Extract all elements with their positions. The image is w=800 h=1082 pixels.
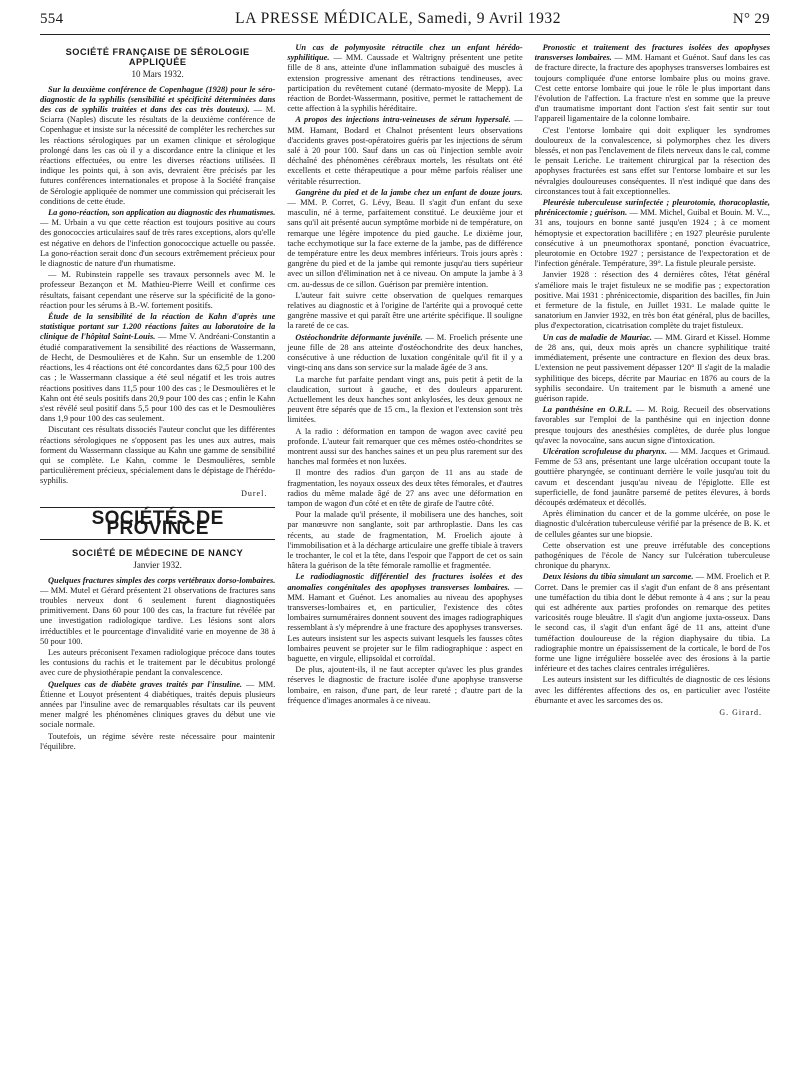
page-header bbox=[40, 10, 770, 35]
paragraph: La marche fut parfaite pendant vingt ans, puis petit à petit de la claudication, surtout à gauche, et des douleurs apparurent. Actuellement les deux hanches sont ankylosées, les deux genoux ne peuvent être séparés que de 15 cm., la flexion et l'extension sont très limitées. bbox=[287, 374, 523, 425]
paragraph: Un cas de polymyosite rétractile chez un enfant hérédo-syphilitique. — MM. Caussade et Waltrigny présentent une petite fille de 8 ans, atteinte d'une inflammation subaiguë des muscles à extension progressive amenant des rétractions tendineuses, avec participation du revêtement cutané (dermato-myosite de Mepp). La réaction de Bordet-Wassermann, positive, permet le rattachement de cette affection à la syphilis héréditaire. bbox=[287, 43, 523, 114]
paragraph: Pronostic et traitement des fractures isolées des apophyses transverses lombaires. — MM. Hamant et Guénot. Sauf dans les cas de fracture directe, la fracture des apophyses transverses lombaires est toujours compliquée d'une entorse lombaire plus ou moins grave. C'est cette entorse lombaire qui joue le rôle le plus important dans l'évolution de l'affection. La fracture n'est en somme que la preuve d'un traumatisme important dont l'action s'est fait sentir sur tout l'appareil ligamentaire de la colonne lombaire. bbox=[534, 43, 770, 124]
paragraph: La panthésine en O.R.L. — M. Roig. Recueil des observations favorables sur l'emploi de la panthésine qui en injection donne presque toujours des anesthésies complètes, de durée plus longue qu'avec la novocaïne, sans aucun signe d'intoxication. bbox=[534, 405, 770, 445]
paragraph: Pleurésie tuberculeuse surinfectée ; pleurotomie, thoracoplastie, phrénicectomie ; guérison. — MM. Michel, Guibal et Bouin. M. V..., 31 ans, toujours en bonne santé jusqu'en 1924 ; à ce moment hémoptysie et expectoration bacillifère ; en 1927 pleurésie purulente consécutive à un pneumothorax spontané, ponction évacuatrice, pleurotomie en Octobre 1927 ; persistance de l'expectoration et de l'infection générale. Température, 39°. La fistule pleurale persiste. bbox=[534, 198, 770, 269]
column-1 bbox=[40, 43, 275, 1073]
paragraph: A propos des injections intra-veineuses de sérum hypersalé. — MM. Hamant, Bodard et Chalnot présentent leurs observations d'accidents graves post-opératoires guéris par les injections de sérum salé à 20 pour 100. Sauf dans un cas où l'injection semble avoir déchaîné des phénomènes cérébraux mortels, les résultats ont été excellents et cette thérapeutique a pour même parfois réaliser une véritable résurrection. bbox=[287, 115, 523, 186]
signature-durel: Durel. bbox=[241, 488, 268, 498]
paragraph: Cette observation est une preuve irréfutable des conceptions pathogéniques de l'école de Nancy sur l'ulcération tuberculeuse chronique du pharynx. bbox=[534, 540, 770, 571]
paragraph: Quelques fractures simples des corps vertébraux dorso-lombaires. — MM. Mutel et Gérard présentent 21 observations de fractures sans troubles nerveux dont 6 seulement furent diagnostiquées primitivement. Dans 60 pour 100 des cas, la fracture fut révélée par une investigation radiologique tardive. Les lésions sont alors irréductibles et le pourcentage d'invalidité varie en moyenne de 38 à 50 pour 100. bbox=[40, 575, 276, 646]
paragraph: Ulcération scrofuleuse du pharynx. — MM. Jacques et Grimaud. Femme de 53 ans, présentant une large ulcération occupant toute la gouttière pharyngée, se continuant derrière le voile jusqu'au toit du cavum et descendant jusqu'au niveau de l'épiglotte. Elle est superficielle, de fond jaunâtre parsemé de petites élevures, à bords découpés œdémateux et décollés. bbox=[534, 446, 770, 507]
paragraph: — M. Rubinstein rappelle ses travaux personnels avec M. le professeur Bezançon et M. Mathieu-Pierre Weill et confirme ces résultats, faisant cependant une réserve sur la spécificité de la gono-réaction pour les sérums à B.-W. fortement positifs. bbox=[40, 270, 276, 310]
section-heading-province: SOCIÉTÉS DE PROVINCE bbox=[40, 507, 275, 540]
paragraph: La gono-réaction, son application au diagnostic des rhumatismes. — M. Urbain a vu que cette réaction est toujours positive au cours des gonococcies articulaires sauf de très rares exceptions, alors qu'elle est négative en dehors de l'infection gonococcique actuelle ou passée. La gono-réaction serait donc d'un secours extrêmement précieux pour le diagnostic de nature d'un rhumatisme. bbox=[40, 208, 276, 269]
column-2 bbox=[287, 43, 522, 1073]
paragraph: Un cas de maladie de Mauriac. — MM. Girard et Kissel. Homme de 28 ans, qui, deux mois après un chancre syphilitique traité immédiatement, présente une contracture en flexion des deux bras. L'extension ne peut passivement dépasser 120° Il s'agit de la maladie syphilitique des biceps, décrite par Mauriac en 1876 au cours de la syphilis secondaire. Un traitement par le bismuth a amené une guérison rapide. bbox=[534, 332, 770, 403]
journal-title: LA PRESSE MÉDICALE, Samedi, 9 Avril 1932 bbox=[235, 10, 562, 27]
paragraph: Après élimination du cancer et de la gomme ulcérée, on pose le diagnostic d'ulcération tuberculeuse vérifié par la présence de B. K. et de cellules géantes sur une biopsie. bbox=[534, 509, 770, 539]
paragraph: Gangrène du pied et de la jambe chez un enfant de douze jours. — MM. P. Corret, G. Lévy, Beau. Il s'agit d'un enfant du sexe masculin, né à terme, parfaitement constitué. Le deuxième jour et sans qu'il ait présenté aucun symptôme morbide ni de température, on remarque une légère impotence du pied gauche. Le dixième jour, tache ecchymotique sur la face externe de la jambe, pas de différence de température entre les deux membres inférieurs. Trois jours après : gangrène du pied et de la jambe qui remonte jusqu'au tiers supérieur avec un sillon d'élimination net à ce niveau. On ampute la jambe à 3 cm. au-dessus de ce sillon. Guérison par première intention. bbox=[287, 187, 523, 289]
paragraph: A la radio : déformation en tampon de wagon avec cavité peu profonde. L'auteur fait remarquer que ces mêmes ostéo-chondrites se montrent aussi sur des hanches saines et un peu plus rarement sur des hanches mal formées et non luxées. bbox=[287, 426, 523, 467]
column-3 bbox=[535, 43, 770, 1073]
paragraph: Pour la malade qu'il présente, il mobilisera une des hanches, soit par manœuvre non sanglante, soit par arthroplastie. Dans les cas récents, au stade de fragmentation, M. Froelich ajoute à l'immobilisation et à la décharge articulaire une greffe tibiale à travers le trochanter, le col et la tête, dans l'espoir que l'apport de cet os sain hâtera la guérison de la tête fémorale ramollie et fragmentée. bbox=[287, 510, 523, 571]
page-number: 554 bbox=[40, 11, 64, 27]
section-title-serologie: SOCIÉTÉ FRANÇAISE DE SÉROLOGIE APPLIQUÉE bbox=[65, 47, 250, 68]
paragraph: Étude de la sensibilité de la réaction de Kahn d'après une statistique portant sur 1.200 réactions faites au laboratoire de la clinique de l'hôpital Saint-Louis. — Mme V. Andréani-Constantin a étudié comparativement la sensibilité des réactions de Wassermann, de Hecht, de Desmoulières et de Kahn. Sur un ensemble de 1.200 réactions, les 4 réactions ont été concordantes dans 62,5 pour 100 des cas ; le Wassermann classique a été seul négatif et les trois autres réactions positives dans 11,5 pour 100 des cas ; le Desmoulières et le Kahn ont été seuls positifs dans 20,9 pour 100 des cas ; enfin le Kahn s'est révélé seul positif dans 5,5 pour 100 des cas et le Desmoulières dans 1,9 pour 100 des cas seulement. bbox=[40, 312, 276, 424]
paragraph: Toutefois, un régime sévère reste nécessaire pour maintenir l'équilibre. bbox=[40, 731, 276, 751]
paragraph: Les auteurs insistent sur les difficultés de diagnostic de ces lésions avec les différentes affections des os, en particulier avec l'ostéite éburnante et avec les sarcomes des os. bbox=[534, 675, 770, 705]
paragraph: Le radiodiagnostic différentiel des fractures isolées et des anomalies congénitales des apophyses transverses lombaires. — MM. Hamant et Guénot. Les anomalies au niveau des apophyses transverses-lombaires et, en particulier, l'existence des côtes lombaires surnuméraires donnent souvent des images radiographiques ressemblant à s'y méprendre à une fracture des apophyses transverses. Les auteurs insistent sur les aspects suivant lesquels les fausses côtes lombaires peuvent se projeter sur le film radiographique : aspect en baguette, en virgule, ellipsoïdal et corroïdal. bbox=[287, 572, 523, 663]
paragraph: Deux lésions du tibia simulant un sarcome. — MM. Froelich et P. Corret. Dans le premier cas il s'agit d'un enfant de 8 ans présentant une tuméfaction du tibia dont le début remonte à 4 ans ; sur la peau qui est adhérente aux parties profondes on remarque des petites varicosités rouge bleuâtre. Il s'agit d'un angiome juxta-osseux. Dans le second cas, il s'agit d'un enfant âgé de 11 ans, atteint d'une tuméfaction douloureuse de la région diaphysaire du tibia. La radiographie montre un épaississement de la corticale, le bord de l'os forme une ligne irrégulière bosselée avec des érosions à la partie inférieure et des taches claires centrales irrégulières. bbox=[534, 572, 770, 674]
section-title-nancy: SOCIÉTÉ DE MÉDECINE DE NANCY bbox=[72, 548, 244, 559]
text-columns bbox=[40, 43, 770, 1073]
paragraph: De plus, ajoutent-ils, il ne faut accepter qu'avec les plus grandes réserves le diagnostic de fracture isolée d'une apophyse transverse lombaire, en raison, d'une part, de leur rareté ; d'autre part de la fréquence d'images anormales à ce niveau. bbox=[287, 665, 523, 705]
paragraph: Discutant ces résultats dissociés l'auteur conclut que les différentes réactions sérologiques ne s'opposent pas les unes aux autres, mais forment du Wassermann classique au Kahn une gamme de sensibilité qui se complète. Le Kahn, comme le Desmoulières, semble particulièrement précieux, spécialement dans le dépistage de l'hérédo-syphilis. bbox=[40, 425, 276, 486]
paragraph: Les auteurs préconisent l'examen radiologique précoce dans toutes les contusions du rachis et le traitement par le décubitus prolongé avec cure de physiothérapie pendant la convalescence. bbox=[40, 647, 276, 678]
paragraph: Janvier 1928 : résection des 4 dernières côtes, l'état général s'améliore mais le trajet fistuleux ne se modifie pas ; expectoration positive. Mai 1931 : phrénicectomie, disparition des bacilles, fin Juin et fermeture de la fistule, en Juillet 1931. Le malade quitte le sanatorium en Janvier 1932, en très bon état général, plus de bacilles, plus d'expectoration, cicatrisation complète du trajet fistuleux. bbox=[534, 270, 770, 331]
section-date-nancy: Janvier 1932. bbox=[133, 560, 182, 571]
paragraph: C'est l'entorse lombaire qui doit expliquer les syndromes douloureux de la convalescence, si polymorphes chez les divers blessés, et non pas l'enclavement de filets nerveux dans le cal, comme le pensait Leriche. Le traitement chirurgical par la résection des apophyses fracturées est sans effet sur l'entorse lombaire et sur les névralgies douloureuses conséquentes. Il n'est indiqué que dans des circonstances tout à fait exceptionnelles. bbox=[534, 125, 770, 196]
paragraph: Ostéochondrite déformante juvénile. — M. Froelich présente une jeune fille de 28 ans atteinte d'ostéochondrite des deux hanches, consécutive à une réduction de luxation congénitale qu'il fit il y a vingt-cinq ans dans son service sur la malade âgée de 3 ans. bbox=[287, 332, 523, 373]
signature-girard: G. Girard. bbox=[719, 708, 762, 717]
issue-number: N° 29 bbox=[732, 11, 770, 27]
paragraph: L'auteur fait suivre cette observation de quelques remarques relatives au diagnostic et à l'origine de l'artérite qui a provoqué cette gangrène massive et qui paraît être une artérite spécifique. Il souligne la rareté de ce cas. bbox=[287, 290, 523, 331]
paragraph: Il montre des radios d'un garçon de 11 ans au stade de fragmentation, les noyaux osseux des deux têtes fémorales, et d'autres radios du même malade âgé de 27 ans avec une déformation en tampon de wagon d'un côté et en tête de girafe de l'autre côté. bbox=[287, 468, 523, 508]
section-date-serologie: 10 Mars 1932. bbox=[131, 69, 184, 80]
paragraph: Sur la deuxième conférence de Copenhague (1928) pour le séro-diagnostic de la syphilis (sensibilité et spécificité déterminées dans des cas de syphilis traitées et dans des cas très douteux). — M. Sciarra (Naples) discute les résultats de la deuxième conférence de Copenhague et insiste sur la nécessité de compléter les recherches sur les réactions sérologiques par un examen clinique et sérologique prolongé dans les cas où il y a discordance entre la clinique et les réactions effectuées, ou entre les diverses réactions utilisées. Il indique les points qui, à son avis, devraient être précisés par les futures conférences internationales et propose à la Société française de Sérologie appliquée de nommer une commission qui préciserait les conditions de cette étude. bbox=[40, 84, 276, 206]
paragraph: Quelques cas de diabète graves traités par l'insuline. — MM. Étienne et Louyot présentent 4 diabétiques, traités depuis plusieurs années par l'insuline avec de remarquables résultats car ils peuvent mener malgré les phénomènes cliniques graves du début une vie sociale normale. bbox=[40, 679, 276, 730]
